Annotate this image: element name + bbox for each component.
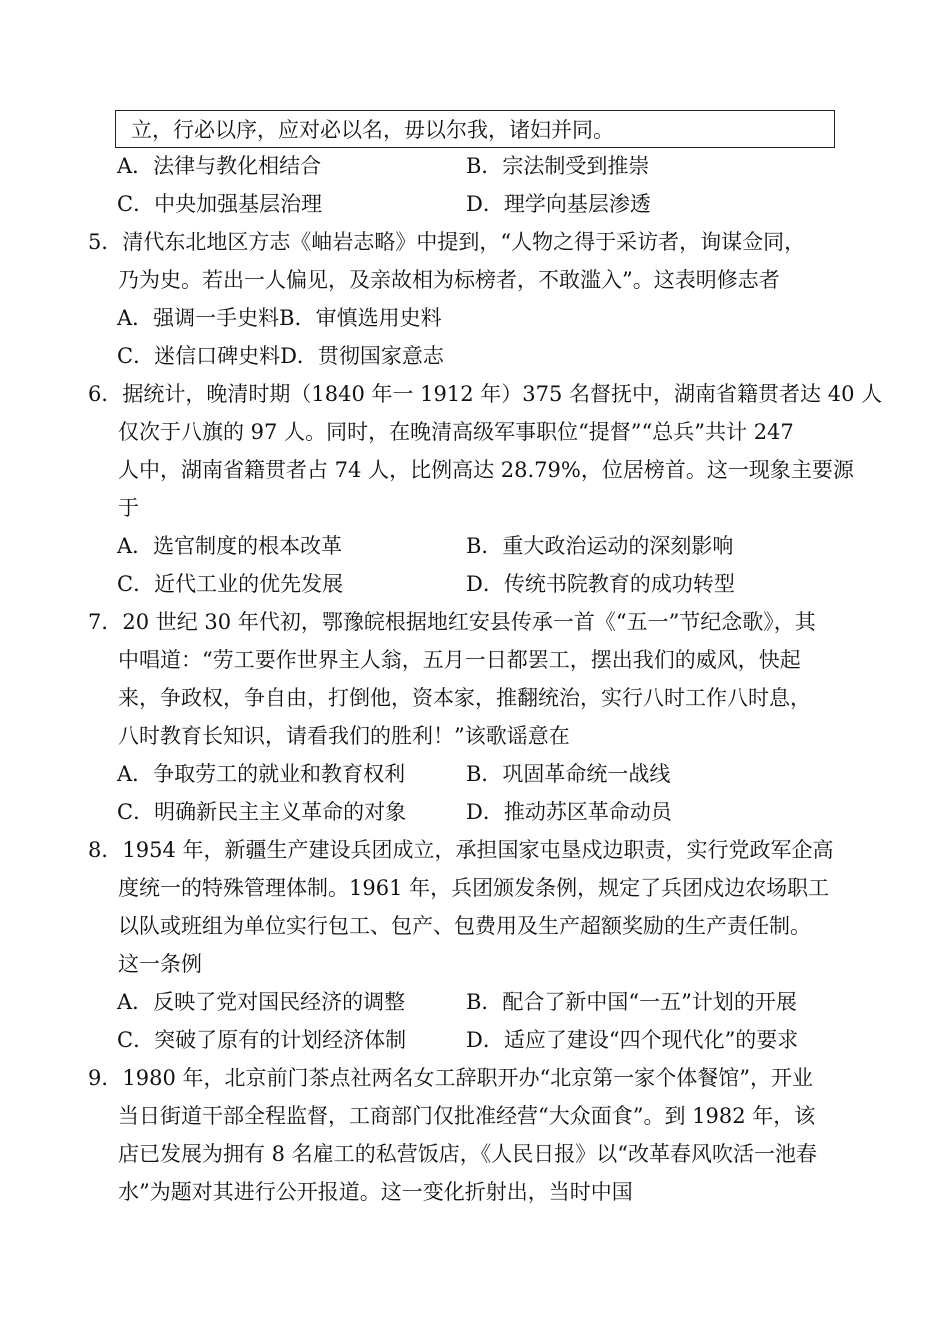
q7-option-a: A．争取劳工的就业和教育权利 <box>117 762 406 786</box>
q6-option-d: D．传统书院教育的成功转型 <box>466 572 735 596</box>
q4-option-c: C．中央加强基层治理 <box>117 192 323 216</box>
q8-option-c: C．突破了原有的计划经济体制 <box>117 1028 407 1052</box>
source-quote-box <box>115 110 835 148</box>
q8-option-d: D．适应了建设“四个现代化”的要求 <box>466 1028 799 1052</box>
q7-option-d: D．推动苏区革命动员 <box>466 800 672 824</box>
q6-option-b: B．重大政治运动的深刻影响 <box>466 534 734 558</box>
q7-option-c: C．明确新民主主义革命的对象 <box>117 800 407 824</box>
q8-stem-line: 这一条例 <box>118 952 202 976</box>
q9-stem-line: 当日街道干部全程监督，工商部门仅批准经营“大众面食”。到 1982 年，该 <box>118 1104 816 1128</box>
q7-stem-line: 7．20 世纪 30 年代初，鄂豫皖根据地红安县传承一首《“五一”节纪念歌》，其 <box>88 610 816 634</box>
q7-stem-line: 中唱道：“劳工要作世界主人翁，五月一日都罢工，摆出我们的威风，快起 <box>118 648 801 672</box>
q4-option-d: D．理学向基层渗透 <box>466 192 651 216</box>
q6-stem-line: 于 <box>118 496 139 520</box>
q7-stem-line: 来，争政权，争自由，打倒他，资本家，推翻统治，实行八时工作八时息， <box>118 686 811 710</box>
q9-stem-line: 店已发展为拥有 8 名雇工的私营饭店，《人民日报》以“改革春风吹活一池春 <box>118 1142 817 1166</box>
q9-stem-line: 水”为题对其进行公开报道。这一变化折射出，当时中国 <box>118 1180 633 1204</box>
q4-option-b: B．宗法制受到推崇 <box>466 154 650 178</box>
q6-stem-line: 6．据统计，晚清时期（1840 年一 1912 年）375 名督抚中，湖南省籍贯者达 40 人 <box>88 382 883 406</box>
q5-stem-line: 乃为史。若出一人偏见，及亲故相为标榜者，不敢滥入”。这表明修志者 <box>118 268 780 292</box>
q8-stem-line: 度统一的特殊管理体制。1961 年，兵团颁发条例，规定了兵团戍边农场职工 <box>118 876 830 900</box>
q7-stem-line: 八时教育长知识，请看我们的胜利！”该歌谣意在 <box>118 724 570 748</box>
quote-text: 立，行必以序，应对必以名，毋以尔我，诸妇并同。 <box>131 118 614 142</box>
q6-stem-line: 仅次于八旗的 97 人。同时，在晚清高级军事职位“提督”“总兵”共计 247 <box>118 420 794 444</box>
q8-option-b: B．配合了新中国“一五”计划的开展 <box>466 990 797 1014</box>
q9-stem-line: 9．1980 年，北京前门茶点社两名女工辞职开办“北京第一家个体餐馆”，开业 <box>88 1066 813 1090</box>
q8-stem-line: 以队或班组为单位实行包工、包产、包费用及生产超额奖励的生产责任制。 <box>118 914 811 938</box>
q4-option-a: A．法律与教化相结合 <box>117 154 322 178</box>
q6-stem-line: 人中，湖南省籍贯者占 74 人，比例高达 28.79%，位居榜首。这一现象主要源 <box>118 458 854 482</box>
q6-option-c: C．近代工业的优先发展 <box>117 572 344 596</box>
q5-options-cd: C．迷信口碑史料D．贯彻国家意志 <box>117 344 444 368</box>
q6-option-a: A．选官制度的根本改革 <box>117 534 343 558</box>
q8-option-a: A．反映了党对国民经济的调整 <box>117 990 406 1014</box>
q7-option-b: B．巩固革命统一战线 <box>466 762 671 786</box>
q5-options-ab: A．强调一手史料B．审慎选用史料 <box>117 306 442 330</box>
q5-stem-line: 5．清代东北地区方志《岫岩志略》中提到，“人物之得于采访者，询谋佥同， <box>88 230 806 254</box>
q8-stem-line: 8．1954 年，新疆生产建设兵团成立，承担国家屯垦戍边职责，实行党政军企高 <box>88 838 834 862</box>
